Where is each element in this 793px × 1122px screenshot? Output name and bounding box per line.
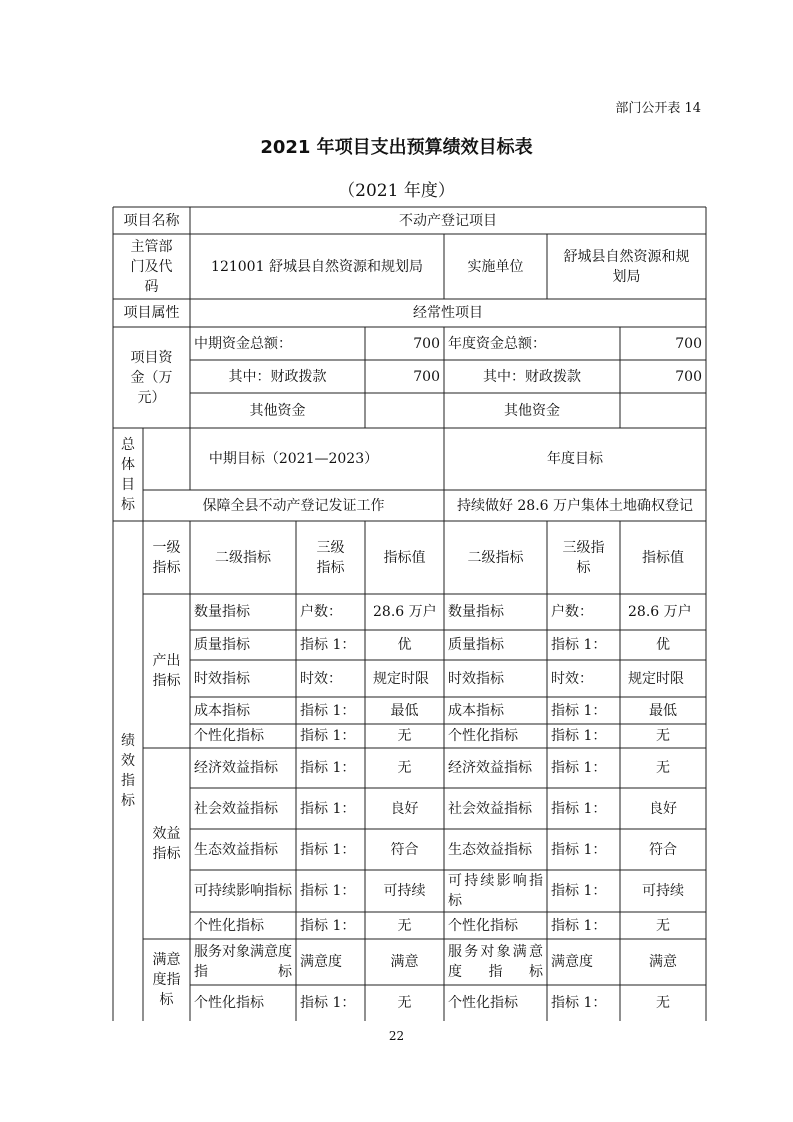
project-name-value: 不动产登记项目 [399,212,497,229]
annual-fiscal-value: 700 [675,368,702,385]
annual-total-label: 年度资金总额： [448,335,546,352]
mid-goal-label: 中期目标（2021—2023） [208,451,379,467]
perf-label: 绩效指标 [121,733,135,809]
row-value-annual: 良好 [649,800,677,817]
row-level2-annual: 个性化指标 [448,917,518,934]
row-value-mid: 无 [397,728,412,744]
row-level2-annual: 时效指标 [448,670,504,687]
row-value-mid: 优 [397,637,412,653]
row-level2-mid: 数量指标 [194,604,250,620]
row-level3-mid: 时效： [300,670,342,687]
row-level3-annual: 时效： [551,670,593,687]
mid-fiscal-value: 700 [413,368,440,385]
row-level2-mid: 成本指标 [194,702,250,719]
row-value-annual: 无 [656,995,670,1011]
row-value-mid: 无 [397,995,412,1011]
col-value-mid: 指标值 [383,549,426,566]
page-number: 22 [388,1029,405,1043]
row-value-mid: 可持续 [383,883,426,899]
mid-total-value: 700 [413,335,440,352]
row-value-mid: 无 [397,760,412,776]
row-level3-mid: 指标 1： [300,883,356,899]
row-value-annual: 28.6 万户 [628,604,692,620]
row-value-mid: 良好 [390,800,419,817]
row-level2-annual: 个性化指标 [448,995,518,1011]
row-value-annual: 无 [656,728,670,744]
row-value-mid: 无 [397,917,412,934]
row-value-annual: 规定时限 [628,670,684,687]
row-value-mid: 规定时限 [373,670,429,687]
impl-unit-value: 舒城县自然资源和规划局 [563,248,690,285]
col-level1: 一级指标 [152,539,181,576]
row-level2-mid: 个性化指标 [194,728,264,744]
row-level2-mid: 时效指标 [194,670,250,687]
row-level2-annual: 服务对象满意度指标 [448,944,543,980]
row-level3-annual: 指标 1： [551,728,607,744]
row-value-annual: 符合 [649,841,677,858]
row-level3-annual: 指标 1： [551,702,607,719]
annual-total-value: 700 [675,335,702,352]
annual-goal-label: 年度目标 [547,451,603,467]
group-benefit: 效益指标 [152,825,181,862]
row-level2-annual: 成本指标 [448,702,504,719]
row-level3-mid: 指标 1： [300,917,356,934]
row-level3-annual: 指标 1： [551,800,607,817]
row-level3-mid: 户数： [300,604,342,620]
row-level3-annual: 指标 1： [551,637,607,653]
row-value-annual: 无 [656,917,670,934]
row-level2-mid: 个性化指标 [194,995,264,1011]
row-value-mid: 满意 [390,954,419,970]
col-value-annual: 指标值 [642,549,684,566]
row-level3-annual: 指标 1： [551,995,607,1011]
row-level3-annual: 满意度 [551,954,593,970]
mid-other-label: 其他资金 [249,402,306,419]
row-level3-mid: 指标 1： [300,728,356,744]
doc-year: （2021 年度） [338,181,455,201]
project-name-label: 项目名称 [123,212,180,229]
row-value-annual: 最低 [649,702,677,719]
row-level3-mid: 指标 1： [300,800,356,817]
row-level2-mid: 经济效益指标 [194,760,278,776]
row-level2-annual: 社会效益指标 [448,800,532,817]
row-value-annual: 优 [656,637,670,653]
row-level2-mid: 生态效益指标 [194,841,278,858]
group-satisfaction: 满意度指标 [152,952,181,1008]
impl-unit-label: 实施单位 [467,258,524,275]
annual-other-label: 其他资金 [504,402,560,419]
row-value-mid: 28.6 万户 [373,604,437,620]
dept-label: 主管部门及代码 [130,238,173,295]
row-level3-annual: 指标 1： [551,917,607,934]
attr-label: 项目属性 [123,305,180,321]
row-value-mid: 符合 [390,841,419,858]
row-level2-mid: 可持续影响指标 [194,883,292,899]
col-level2-mid: 二级指标 [215,549,271,566]
dept-value: 121001 舒城县自然资源和规划局 [211,258,423,275]
row-level2-annual: 个性化指标 [448,728,518,744]
row-level3-mid: 指标 1： [300,702,356,719]
row-level3-mid: 指标 1： [300,995,356,1011]
row-level3-mid: 指标 1： [300,760,356,776]
row-level2-annual: 质量指标 [448,637,504,653]
row-level2-mid: 个性化指标 [194,917,264,934]
col-level3-annual: 三级指标 [562,539,605,576]
row-value-annual: 可持续 [642,883,684,899]
row-level2-annual: 可持续影响指标 [448,873,543,909]
row-value-mid: 最低 [390,702,419,719]
goal-label: 总体目标 [121,436,135,513]
row-level2-mid: 服务对象满意度指标 [194,944,292,980]
row-level2-annual: 数量指标 [448,604,504,620]
row-level2-annual: 经济效益指标 [448,760,532,776]
mid-goal-value: 保障全县不动产登记发证工作 [202,497,385,514]
doc-tag: 部门公开表 14 [615,101,701,116]
row-level2-annual: 生态效益指标 [448,841,532,858]
fund-label: 项目资金（万元） [130,349,173,406]
col-level3-mid: 三级指标 [316,539,345,576]
row-level3-annual: 指标 1： [551,760,607,776]
row-value-annual: 满意 [649,954,677,970]
mid-fiscal-label: 其中：财政拨款 [228,368,327,385]
row-level3-mid: 指标 1： [300,841,356,858]
row-level3-annual: 户数： [551,604,593,620]
annual-fiscal-label: 其中：财政拨款 [483,368,581,385]
row-level3-mid: 满意度 [300,954,342,970]
row-level2-mid: 社会效益指标 [194,800,278,817]
col-level2-annual: 二级指标 [467,549,524,566]
row-value-annual: 无 [656,760,670,776]
row-level3-annual: 指标 1： [551,883,607,899]
row-level2-mid: 质量指标 [194,637,250,653]
mid-total-label: 中期资金总额： [194,335,292,352]
doc-title: 2021 年项目支出预算绩效目标表 [260,137,533,158]
attr-value: 经常性项目 [413,305,483,321]
row-level3-mid: 指标 1： [300,637,356,653]
annual-goal-value: 持续做好 28.6 万户集体土地确权登记 [456,497,694,514]
row-level3-annual: 指标 1： [551,841,607,858]
group-output: 产出指标 [152,653,181,689]
